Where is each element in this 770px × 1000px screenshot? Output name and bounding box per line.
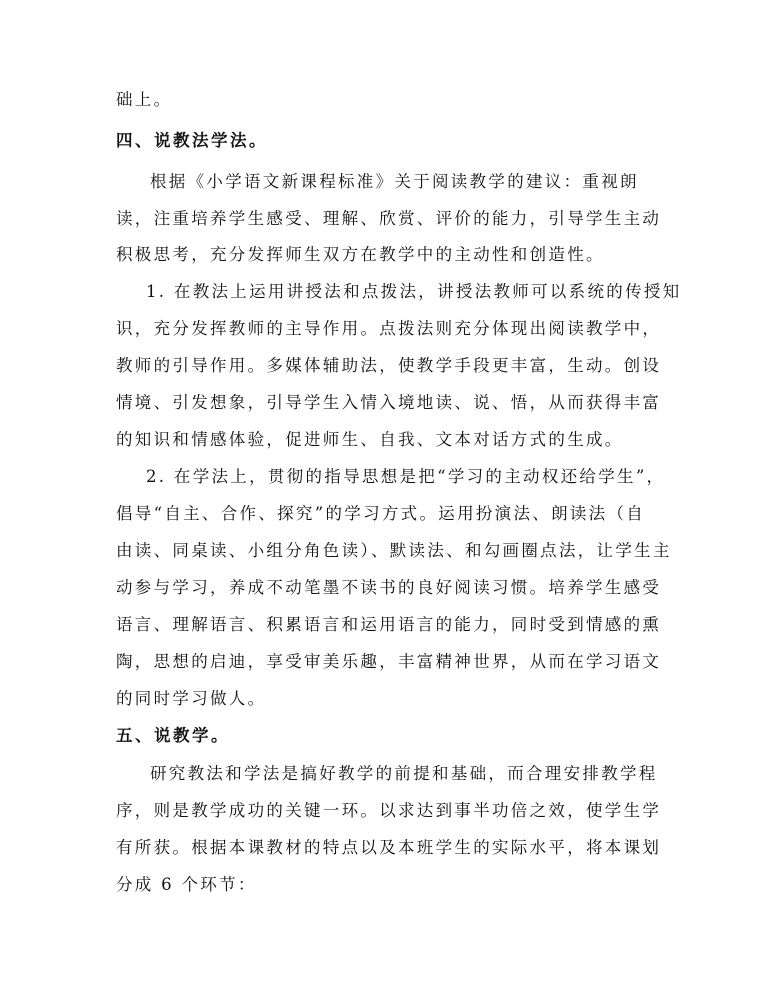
text-line: 情境、引发想象，引导学生入情入境地读、说、悟，从而获得丰富 (116, 393, 662, 412)
section-heading: 五、说教学。 (116, 726, 230, 745)
text-line: 序，则是教学成功的关键一环。以求达到事半功倍之效，使学生学 (116, 801, 662, 820)
text-line: 由读、同桌读、小组分角色读）、默读法、和勾画圈点法，让学生主 (116, 541, 672, 560)
text-line: 识，充分发挥教师的主导作用。点拨法则充分体现出阅读教学中， (116, 319, 662, 338)
text-line: 的知识和情感体验，促进师生、自我、文本对话方式的生成。 (116, 430, 624, 449)
text-line: 分成 6 个环节： (116, 875, 257, 894)
text-line: 1. 在教法上运用讲授法和点拨法，讲授法教师可以系统的传授知 (146, 282, 682, 301)
text-line: 教师的引导作用。多媒体辅助法，使教学手段更丰富，生动。创设 (116, 356, 662, 375)
section-heading: 四、说教法学法。 (116, 131, 268, 150)
text-line: 语言、理解语言、积累语言和运用语言的能力，同时受到情感的熏 (116, 615, 662, 634)
text-line: 积极思考，充分发挥师生双方在教学中的主动性和创造性。 (116, 245, 605, 264)
text-line: 倡导“自主、合作、探究”的学习方式。运用扮演法、朗读法（自 (116, 504, 646, 523)
text-line: 有所获。根据本课教材的特点以及本班学生的实际水平，将本课划 (116, 838, 662, 857)
text-line: 2. 在学法上，贯彻的指导思想是把“学习的主动权还给学生”， (146, 467, 666, 486)
text-line: 的同时学习做人。 (116, 689, 267, 708)
text-line: 础上。 (116, 90, 173, 109)
text-line: 根据《小学语文新课程标准》关于阅读教学的建议：重视朗 (150, 172, 639, 191)
text-line: 动参与学习，养成不动笔墨不读书的良好阅读习惯。培养学生感受 (116, 578, 662, 597)
text-line: 陶，思想的启迪，享受审美乐趣，丰富精神世界，从而在学习语文 (116, 652, 662, 671)
text-line: 研究教法和学法是搞好教学的前提和基础，而合理安排教学程 (150, 764, 658, 783)
text-line: 读，注重培养学生感受、理解、欣赏、评价的能力，引导学生主动 (116, 209, 662, 228)
